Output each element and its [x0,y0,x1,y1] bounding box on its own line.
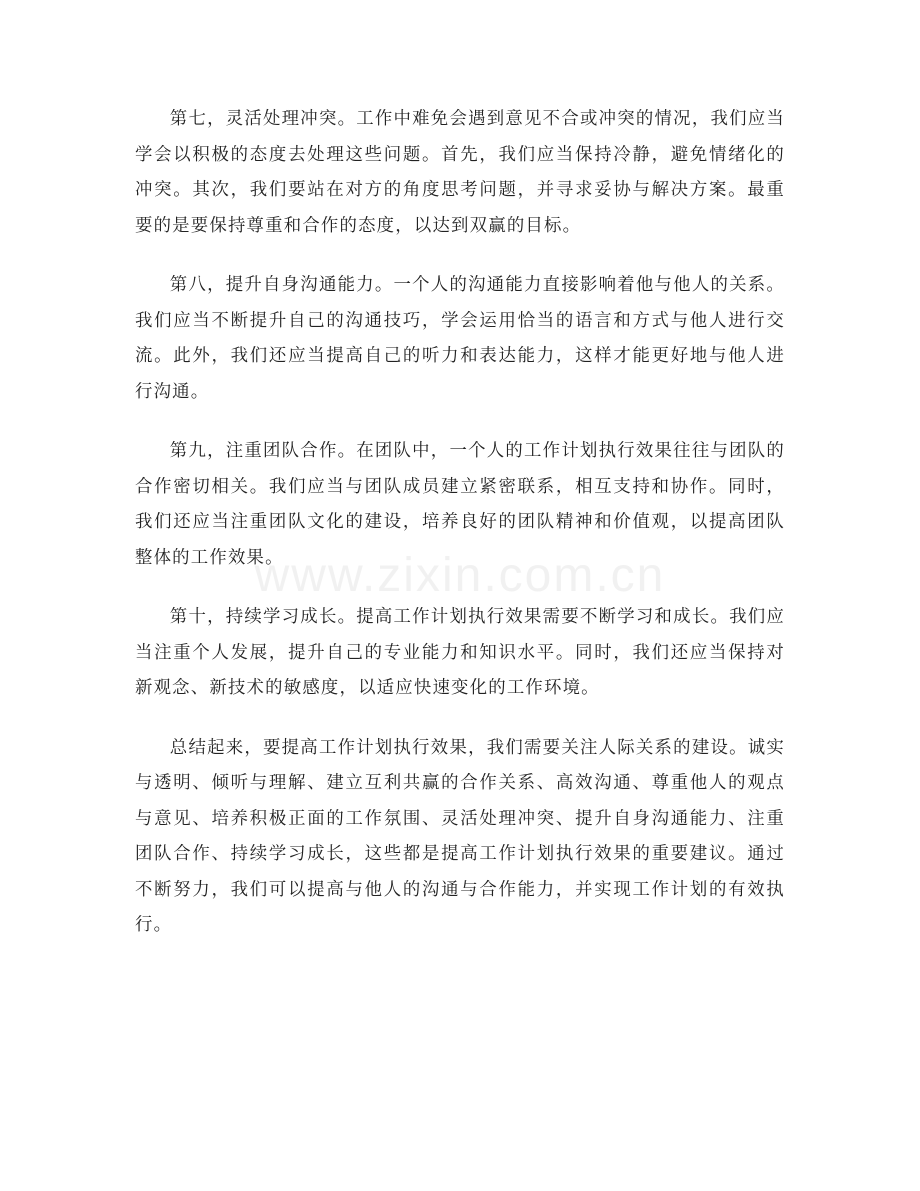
paragraph-8: 第八，提升自身沟通能力。一个人的沟通能力直接影响着他与他人的关系。我们应当不断提升自己的沟通技巧，学会运用恰当的语言和方式与他人进行交流。此外，我们还应当提高自己的听力和表达能力，这样才能更好地与他人进行沟通。 [135,275,785,402]
paragraph-10: 第十，持续学习成长。提高工作计划执行效果需要不断学习和成长。我们应当注重个人发展，提升自己的专业能力和知识水平。同时，我们还应当保持对新观念、新技术的敏感度，以适应快速变化的工作环境。 [135,607,785,698]
watermark: www.zixin.com.cn [254,549,666,602]
document-body [135,102,785,968]
paragraph-7: 第七，灵活处理冲突。工作中难免会遇到意见不合或冲突的情况，我们应当学会以积极的态度去处理这些问题。首先，我们应当保持冷静，避免情绪化的冲突。其次，我们要站在对方的角度思考问题，并寻求妥协与解决方案。最重要的是要保持尊重和合作的态度，以达到双赢的目标。 [135,109,785,236]
paragraph-9: 第九，注重团队合作。在团队中，一个人的工作计划执行效果往往与团队的合作密切相关。我们应当与团队成员建立紧密联系，相互支持和协作。同时，我们还应当注重团队文化的建设，培养良好的团队精神和价值观，以提高团队整体的工作效果。 [135,441,785,568]
paragraph-summary: 总结起来，要提高工作计划执行效果，我们需要关注人际关系的建设。诚实与透明、倾听与理解、建立互利共赢的合作关系、高效沟通、尊重他人的观点与意见、培养积极正面的工作氛围、灵活处理冲突、提升自身沟通能力、注重团队合作、持续学习成长，这些都是提高工作计划执行效果的重要建议。通过不断努力，我们可以提高与他人的沟通与合作能力，并实现工作计划的有效执行。 [135,737,785,935]
